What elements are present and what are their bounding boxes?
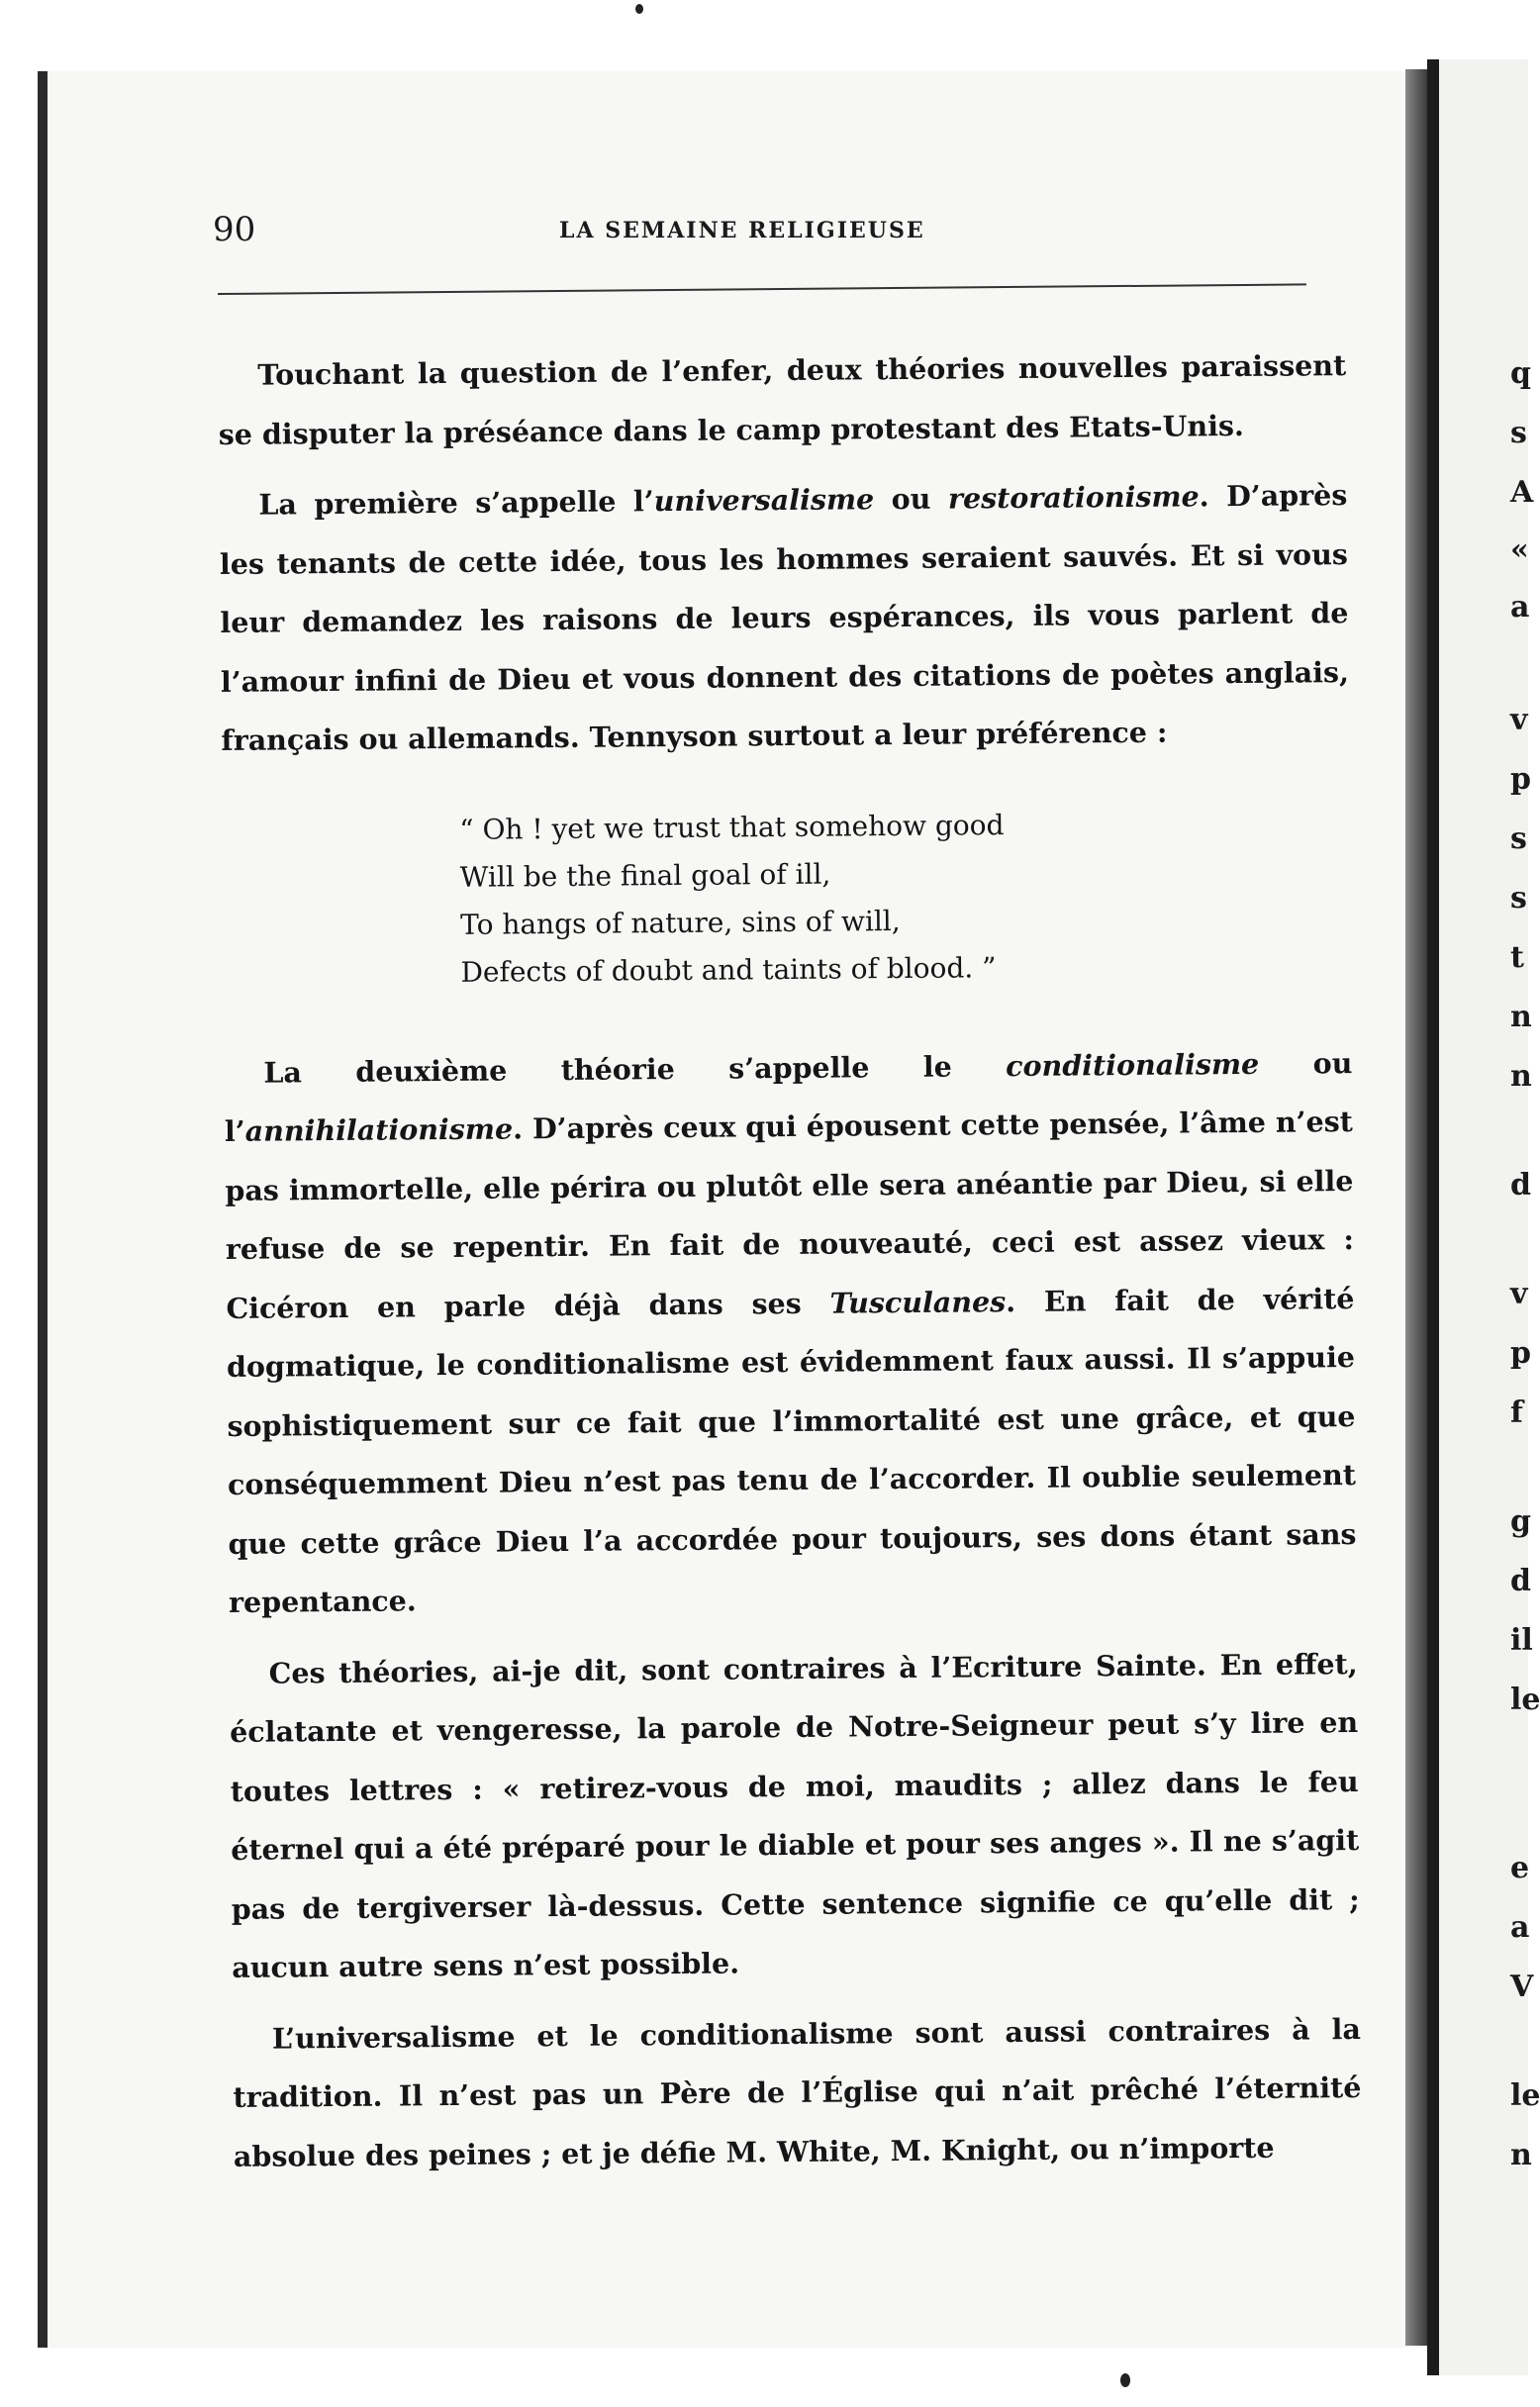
facing-page-fragment: t	[1510, 940, 1524, 975]
facing-page-fragment: le	[1510, 1683, 1540, 1717]
facing-page-fragment: s	[1510, 881, 1527, 915]
facing-page-fragment: a	[1510, 590, 1530, 625]
facing-page-fragment: V	[1510, 1970, 1534, 2004]
page-edge-shadow	[1405, 69, 1427, 2346]
verse-line: Defects of doubt and taints of blood. ”	[460, 950, 997, 989]
facing-page-fragment: p	[1510, 762, 1531, 797]
page-header	[213, 210, 1311, 259]
facing-page-fragment: e	[1510, 1851, 1530, 1885]
facing-page-fragment: p	[1510, 1336, 1531, 1371]
facing-page-fragment: d	[1510, 1564, 1531, 1598]
facing-page-fragment: s	[1510, 821, 1527, 856]
verse-line: “ Oh ! yet we trust that somehow good	[459, 808, 1005, 846]
facing-page-fragment: A	[1510, 475, 1534, 510]
facing-page-edge	[1439, 59, 1540, 2375]
facing-page-fragment: a	[1510, 1910, 1530, 1945]
facing-page-fragment: «	[1510, 532, 1529, 567]
facing-page-fragment: f	[1510, 1396, 1523, 1430]
paragraph-3: La deuxième théorie s’appelle le conditionalisme ou l’annihilationisme. D’après ceux qui épousent cette pensée, l’âme n’est pas immortelle, elle périra ou plutôt elle sera anéantie par Dieu, si elle refuse de se repentir. En fait de nouveauté, ceci est assez vieux : Cicéron en parle déjà dans ses Tusculanes. En fait de vérité dogmatique, le conditionalisme est évidemment faux aussi. Il s’appuie sophistiquement sur ce fait que l’immortalité est une grâce, et que conséquemment Dieu n’est pas tenu de l’accorder. Il oublie seulement que cette grâce Dieu l’a accordée pour toujours, ses dons étant sans repentance.	[224, 1045, 1357, 1619]
book-gutter	[1427, 59, 1439, 2375]
running-title: LA SEMAINE RELIGIEUSE	[559, 218, 925, 243]
verse-line: Will be the final goal of ill,	[459, 857, 831, 894]
facing-page-fragment: g	[1510, 1504, 1531, 1539]
facing-page-fragment: il	[1510, 1623, 1533, 1658]
scan-speck	[1120, 2373, 1130, 2387]
scan-speck	[635, 4, 643, 14]
facing-page-fragment: s	[1510, 416, 1527, 450]
facing-page-fragment: v	[1510, 703, 1528, 737]
body-text	[218, 337, 1362, 2198]
page-number: 90	[213, 210, 256, 249]
paragraph-2: La première s’appelle l’universalisme ou restorationisme. D’après les tenants de cette idée, tous les hommes seraient sauvés. Et si vous leur demandez les raisons de leurs espérances, ils vous parlent de l’amour infini de Dieu et vous donnent des citations de poètes anglais, français ou allemands. Tennyson surtout a leur préférence :	[219, 478, 1350, 757]
facing-page-fragment: q	[1510, 356, 1531, 391]
facing-page-fragment: n	[1510, 2138, 1532, 2172]
facing-page-fragment: n	[1510, 1059, 1532, 1094]
verse-line: To hangs of nature, sins of will,	[459, 904, 901, 941]
facing-page-fragment: d	[1510, 1168, 1531, 1203]
paragraph-4: Ces théories, ai-je dit, sont contraires à l’Ecriture Sainte. En effet, éclatante et vengeresse, la parole de Notre-Seigneur peut s’y lire en toutes lettres : « retirez-vous de moi, maudits ; allez dans le feu éternel qui a été préparé pour le diable et pour ses anges ». Il ne s’agit pas de tergiverser là-dessus. Cette sentence signifie ce qu’elle dit ; aucun autre sens n’est possible.	[230, 1646, 1360, 1984]
facing-page-fragment: n	[1510, 1000, 1532, 1034]
verse-quotation	[459, 799, 1352, 997]
facing-page-fragment: v	[1510, 1277, 1528, 1311]
paragraph-5: L’universalisme et le conditionalisme sont aussi contraires à la tradition. Il n’est pas un Père de l’Église qui n’ait prêché l’éternité absolue des peines ; et je défie M. White, M. Knight, ou n’importe	[233, 2011, 1362, 2173]
facing-page-fragment: le	[1510, 2078, 1540, 2113]
paragraph-1: Touchant la question de l’enfer, deux théories nouvelles paraissent se disputer la préséance dans le camp protestant des Etats-Unis.	[218, 348, 1347, 451]
